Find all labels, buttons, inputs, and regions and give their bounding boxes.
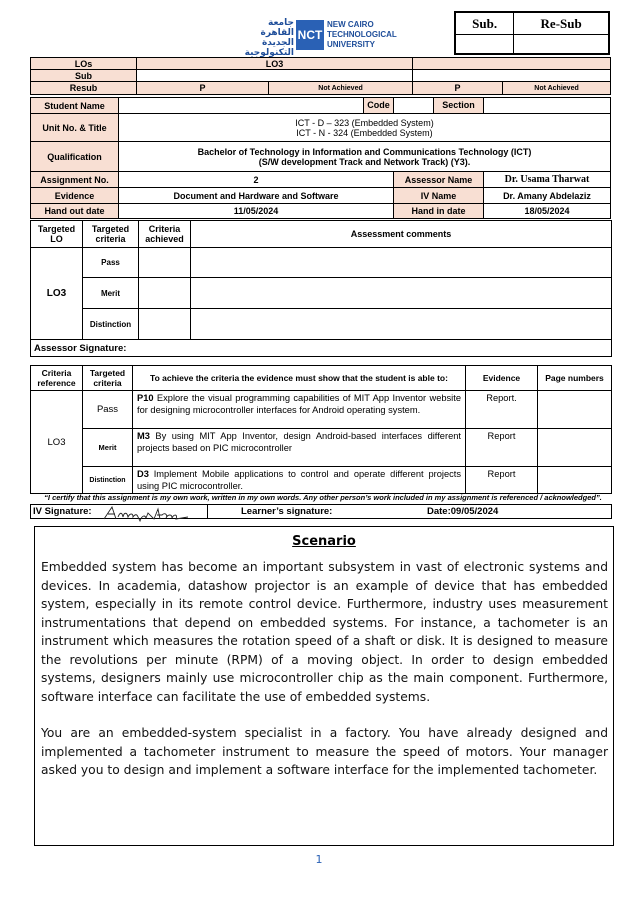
resub-row-label: Resub — [31, 82, 137, 95]
qualification-value — [119, 142, 611, 172]
col-evidence: Evidence — [466, 366, 538, 391]
sub-label: Sub. — [456, 13, 514, 35]
criteria-level-distinction: Distinction — [83, 467, 133, 494]
iv-signature-label: IV Signature: — [33, 506, 92, 517]
distinction-achieved-cell[interactable] — [139, 309, 191, 340]
assessment-lo: LO3 — [31, 248, 83, 340]
assessment-row-pass: Pass — [83, 248, 139, 278]
scenario-box — [34, 526, 614, 846]
evidence-label: Evidence — [31, 188, 119, 204]
criteria-desc-distinction: D3 Implement Mobile applications to control and operate different projects using PIC microcontroller. — [133, 467, 466, 494]
criteria-level-merit: Merit — [83, 429, 133, 467]
assessor-name-label: Assessor Name — [394, 172, 484, 188]
distinction-comment-cell[interactable] — [191, 309, 612, 340]
evidence-value: Document and Hardware and Software — [119, 188, 394, 204]
unit-line-1: ICT - D – 323 (Embedded System) — [295, 117, 434, 128]
merit-comment-cell[interactable] — [191, 278, 612, 309]
assessment-table — [30, 220, 612, 357]
logo-mark: NCT — [296, 20, 324, 50]
iv-name-label: IV Name — [394, 188, 484, 204]
university-logo — [232, 18, 397, 58]
resub-cell-2: Not Achieved — [269, 82, 413, 95]
scenario-title: Scenario — [292, 534, 356, 549]
resub-cell-1: P — [137, 82, 269, 95]
date-label: Date:09/05/2024 — [427, 506, 499, 517]
student-info-table — [30, 97, 611, 219]
criteria-pages-merit[interactable] — [538, 429, 612, 467]
col-targeted-criteria-2: Targeted criteria — [83, 366, 133, 391]
hand-in-label: Hand in date — [394, 204, 484, 219]
page-number: 1 — [315, 853, 323, 866]
criteria-evidence-merit: Report — [466, 429, 538, 467]
criteria-evidence-pass: Report. — [466, 391, 538, 429]
sub-cell[interactable] — [456, 35, 514, 54]
col-targeted-lo: Targeted LO — [31, 221, 83, 248]
criteria-evidence-distinction: Report — [466, 467, 538, 494]
resub-cell-4: Not Achieved — [503, 82, 611, 95]
col-assessment-comments: Assessment comments — [191, 221, 612, 248]
resub-cell-3: P — [413, 82, 503, 95]
logo-arabic: جامعة القاهرة الجديدة التكنولوجية — [244, 18, 294, 58]
logo-english: NEW CAIRO TECHNOLOGICAL UNIVERSITY — [327, 20, 397, 49]
criteria-desc-pass: P10 Explore the visual programming capabilities of MIT App Inventor website for designing microcontroller interfaces for Android operating system. — [133, 391, 466, 429]
pass-comment-cell[interactable] — [191, 248, 612, 278]
handwritten-signature — [102, 503, 188, 523]
assessor-signature[interactable]: Assessor Signature: — [31, 340, 612, 357]
learner-signature-label[interactable]: Learner’s signature: — [241, 506, 333, 517]
certification-statement: “I certify that this assignment is my own work, written in my own words. Any other person’s work included in my assignment is referenced / acknowledged”. — [44, 493, 602, 502]
col-criteria-reference: Criteria reference — [31, 366, 83, 391]
pass-achieved-cell[interactable] — [139, 248, 191, 278]
sub-row-value[interactable] — [137, 70, 413, 82]
outcomes-table — [30, 57, 611, 95]
assignment-no-label: Assignment No. — [31, 172, 119, 188]
col-targeted-criteria: Targeted criteria — [83, 221, 139, 248]
hand-out-label: Hand out date — [31, 204, 119, 219]
student-name-field[interactable] — [119, 98, 394, 114]
assessor-name-value: Dr. Usama Tharwat — [484, 172, 611, 188]
criteria-level-pass: Pass — [83, 391, 133, 429]
criteria-table — [30, 365, 612, 494]
unit-line-2: ICT - N - 324 (Embedded System) — [296, 127, 433, 138]
assignment-no-value: 2 — [119, 172, 394, 188]
resub-label: Re-Sub — [514, 13, 609, 35]
criteria-desc-merit: M3 By using MIT App Inventor, design Android-based interfaces different projects based on PIC microcontroller — [133, 429, 466, 467]
criteria-pages-distinction[interactable] — [538, 467, 612, 494]
submission-box — [454, 11, 610, 55]
scenario-paragraph-1: Embedded system has become an important subsystem in vast of electronic systems and devices. In academia, datashow projector is an example of device that has embedded system, especially in its remote control device. Furthermore, industry uses measurement instrumentations that depend on embedded systems. For instance, a tachometer is an instrument which measures the rotation speed of a shaft or disk. It is designed to measure the revolutions per minute (RPM) of a moving object. In order to design embedded systems, designers mainly use microcontroller chip as the main component. Furthermore, software interface can facilitate the use of embedded systems. — [41, 560, 608, 704]
assessment-row-distinction: Distinction — [83, 309, 139, 340]
hand-in-value: 18/05/2024 — [484, 204, 611, 219]
col-page-numbers: Page numbers — [538, 366, 612, 391]
code-field[interactable] — [394, 98, 484, 114]
qualification-line-2: (S/W development Track and Network Track) (Y3). — [258, 156, 471, 167]
section-label: Section — [433, 98, 483, 113]
los-value: LO3 — [137, 58, 413, 70]
assessment-row-merit: Merit — [83, 278, 139, 309]
criteria-lo: LO3 — [31, 391, 83, 494]
student-name-label: Student Name — [31, 98, 119, 114]
criteria-pages-pass[interactable] — [538, 391, 612, 429]
resub-cell[interactable] — [514, 35, 609, 54]
col-criteria-achieved: Criteria achieved — [139, 221, 191, 248]
los-label: LOs — [31, 58, 137, 70]
merit-achieved-cell[interactable] — [139, 278, 191, 309]
unit-value — [119, 114, 611, 142]
hand-out-value: 11/05/2024 — [119, 204, 394, 219]
col-achieve-description: To achieve the criteria the evidence must show that the student is able to: — [133, 366, 466, 391]
sub-row-label: Sub — [31, 70, 137, 82]
section-field[interactable] — [484, 98, 611, 114]
code-label: Code — [363, 98, 393, 113]
qualification-line-1: Bachelor of Technology in Information and Communications Technology (ICT) — [197, 146, 532, 157]
iv-name-value: Dr. Amany Abdelaziz — [484, 188, 611, 204]
qualification-label: Qualification — [31, 142, 119, 172]
unit-label: Unit No. & Title — [31, 114, 119, 142]
scenario-paragraph-2: You are an embedded-system specialist in a factory. You have already designed and implemented a tachometer instrument to measure the speed of motors. Your manager asked you to design and implement a software interface for the implemented tachometer. — [41, 726, 608, 777]
